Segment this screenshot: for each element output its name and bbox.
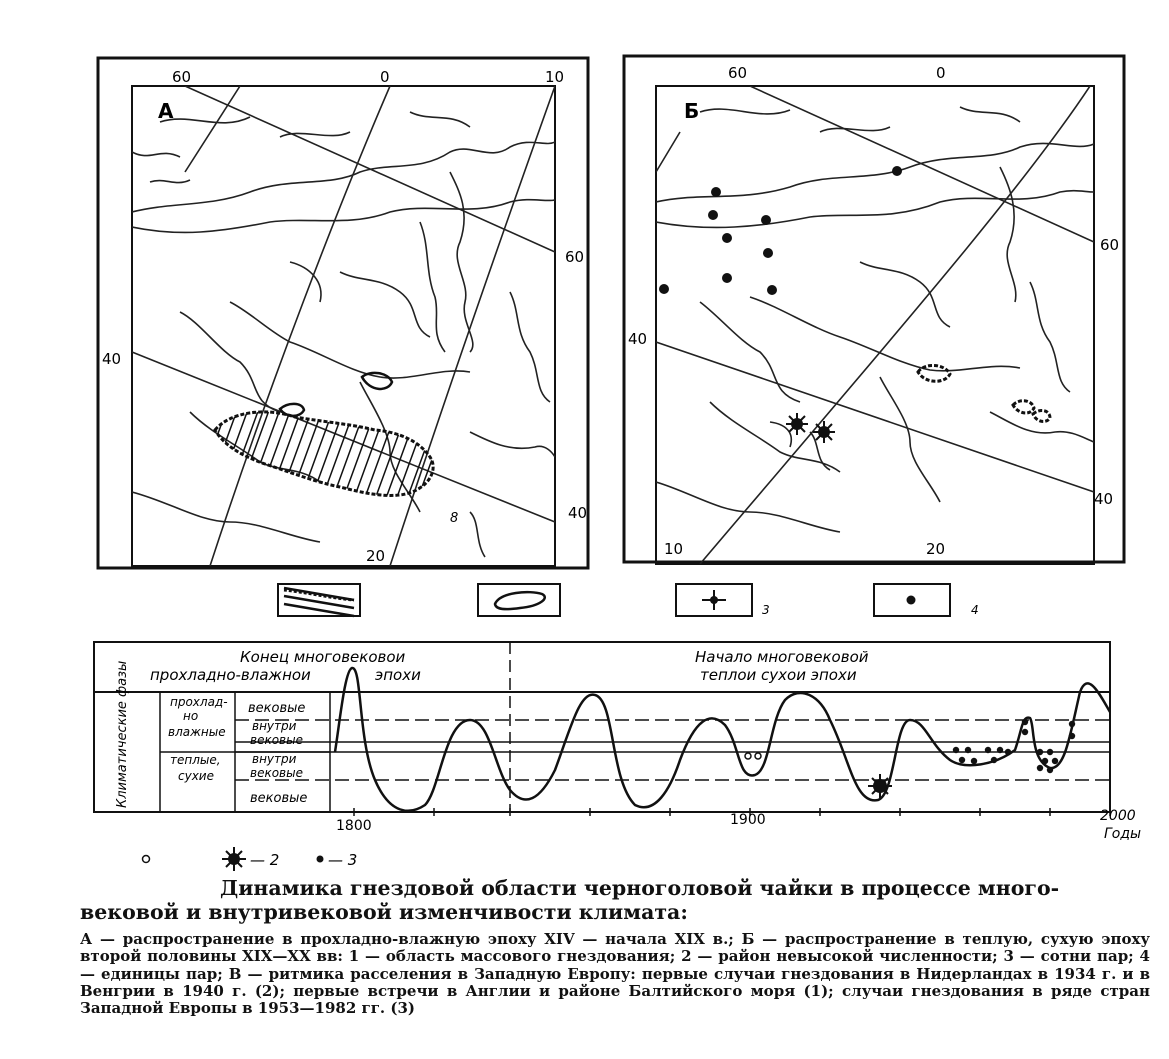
map-a-coord-top-left: 60 [172,68,192,86]
map-a-inner-frame [132,86,555,566]
map-a-coord-top-right: 10 [545,68,565,86]
map-a-panel-letter: А [158,99,174,123]
x-unit: Годы [1104,826,1142,842]
legend-star-icon [222,847,246,871]
legend-label-3: 3 [762,603,770,617]
map-a-coord-bottom: 20 [366,547,386,565]
legend-hatched-area [278,584,360,616]
legend-dot-icon [317,856,324,863]
rhythm-chart [90,640,1150,850]
map-b-coord-left: 40 [628,330,648,348]
row-label-2: внутри вековые [250,719,303,747]
row-label-1: вековые [248,701,306,716]
rhythm-open-circles [745,753,761,759]
map-b-inner-frame [656,86,1094,564]
header-right-line2: теплои сухои эпохи [700,666,857,684]
map-b-dot-markers [659,166,902,295]
map-a [90,52,600,572]
legend-dot-marker [874,584,979,617]
map-b-geography [656,86,1094,564]
caption-title-line1: Динамика гнездовой области черноголовой чайки в процессе много- [220,876,1060,900]
map-b-panel-letter: Б [684,99,700,123]
phase-wet-label: прохлад-но влажные [168,695,228,739]
map-a-coord-top-mid: 0 [380,68,390,86]
legend-label-4: 4 [971,603,979,617]
legend-top [270,580,990,620]
row-label-3: внутри вековые [250,752,303,780]
header-left-line2: прохладно-влажнои [150,666,311,684]
x-tick-1800: 1800 [336,818,372,834]
legend-bottom [130,844,390,874]
map-a-coord-right-upper: 60 [565,248,585,266]
map-b-coord-right-upper: 60 [1100,236,1120,254]
legend-star-marker [676,584,770,617]
caption-body: А — распространение в прохладно-влажную эпоху XIV — начала XIX в.; Б — распространение в теплую, сухую эпоху второй половины XIX—XX вв: 1 — область массового гнездования; 2 — район невысокой численности; 3 — сотни пар; 4 — единицы пар; В — ритмика расселения в Западную Европу: первые случаи гнездования в Нидерландах в 1934 г. и в Венгрии в 1940 г. (2); первые встречи в Англии и районе Балтийского моря (1); случаи гнездования в ряде стран Западной Европы в 1953—1982 гг. (3) [80,930,1150,1018]
map-b-outer-frame [624,56,1124,562]
climate-curve [335,668,1110,811]
x-tick-2000: 2000 [1100,808,1136,824]
side-label: Климатические фазы [115,660,130,808]
header-left-line3: эпохи [375,666,421,684]
map-a-breeding-range [215,373,433,496]
map-b-coord-top-mid: 0 [936,64,946,82]
map-a-coord-right-lower: 40 [568,504,588,522]
legend-bottom-label-2: — 2 [250,851,280,869]
header-right-line1: Начало многовековой [695,648,869,666]
phase-dry-label: теплые, сухие [170,753,221,783]
legend-open-circle-icon [143,856,150,863]
map-a-coord-left: 40 [102,350,122,368]
caption-title [80,876,1140,924]
row-label-4: вековые [250,791,308,806]
map-b-coord-bottom-mid: 20 [926,540,946,558]
caption-title-line2: вековой и внутривековой изменчивости климата: [80,900,688,924]
map-a-geography [132,86,555,566]
header-left-line1: Конец многовековои [240,648,406,666]
map-b-coord-bottom-left: 10 [664,540,684,558]
map-b-low-density-areas [918,365,1050,421]
map-b-coord-right-lower: 40 [1094,490,1114,508]
map-b-star-markers [786,413,835,443]
map-b-coord-top-left: 60 [728,64,748,82]
legend-outline-area [478,584,560,616]
map-a-inner-mark: 8 [450,511,459,526]
x-tick-1900: 1900 [730,812,766,828]
rhythm-star-marker [868,774,892,798]
legend-bottom-label-3: — 3 [328,851,358,869]
map-b [620,52,1140,572]
